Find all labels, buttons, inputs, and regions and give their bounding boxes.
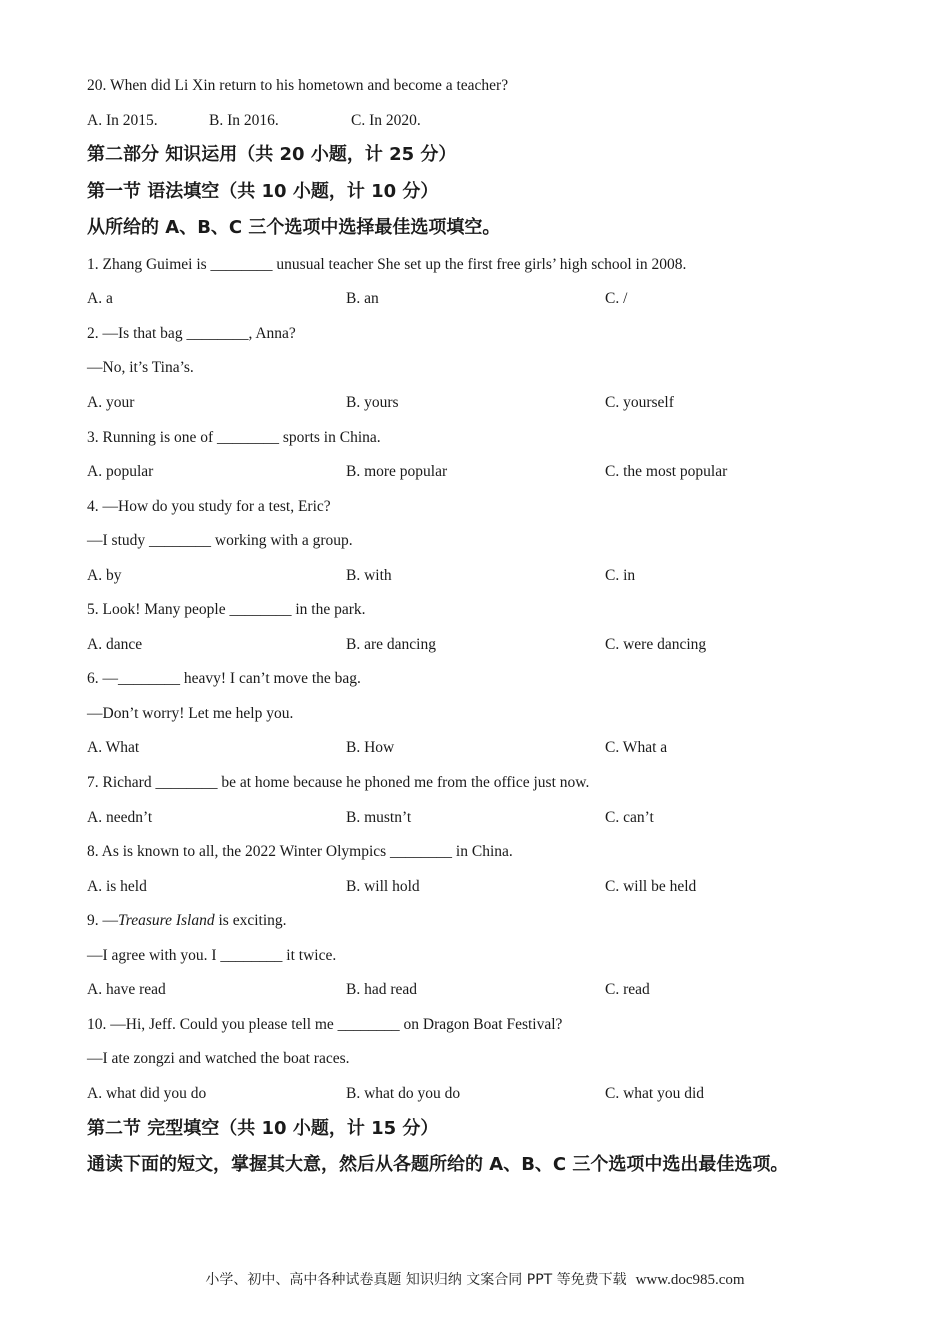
question-20-option-b: B. In 2016.: [209, 112, 279, 129]
question-5-option-b: B. are dancing: [346, 636, 436, 653]
question-8-stem: 8. As is known to all, the 2022 Winter Olympics ________ in China.: [87, 843, 513, 860]
question-10-stem: 10. —Hi, Jeff. Could you please tell me ________ on Dragon Boat Festival?: [87, 1016, 563, 1033]
question-20-option-c: C. In 2020.: [351, 112, 421, 129]
question-9-option-a: A. have read: [87, 981, 166, 998]
question-10-option-b: B. what do you do: [346, 1085, 461, 1102]
question-6-option-c: C. What a: [605, 739, 668, 756]
question-6-reply: —Don’t worry! Let me help you.: [87, 705, 294, 722]
question-5-option-c: C. were dancing: [605, 636, 707, 653]
question-20-option-a: A. In 2015.: [87, 112, 158, 129]
question-2-stem: 2. —Is that bag ________, Anna?: [87, 325, 296, 342]
question-10-reply: —I ate zongzi and watched the boat races.: [87, 1050, 350, 1067]
question-7-option-a: A. needn’t: [87, 809, 153, 826]
question-3-option-b: B. more popular: [346, 463, 448, 480]
section-1-title: 第一节 语法填空（共 10 小题，计 10 分）: [87, 181, 439, 202]
footer-url[interactable]: www.doc985.com: [635, 1272, 745, 1288]
question-2-option-b: B. yours: [346, 394, 399, 411]
question-1-option-c: C. /: [605, 290, 628, 307]
question-4-option-c: C. in: [605, 567, 636, 584]
question-4-option-a: A. by: [87, 567, 122, 584]
question-20-stem: 20. When did Li Xin return to his hometown and become a teacher?: [87, 77, 509, 94]
question-8-option-c: C. will be held: [605, 878, 697, 895]
question-7-stem: 7. Richard ________ be at home because he phoned me from the office just now.: [87, 774, 590, 791]
question-10-option-c: C. what you did: [605, 1085, 705, 1102]
question-2-option-a: A. your: [87, 394, 135, 411]
question-9-option-b: B. had read: [346, 981, 418, 998]
section-2-title: 第二节 完型填空（共 10 小题，计 15 分）: [87, 1118, 439, 1139]
question-2-reply: —No, it’s Tina’s.: [87, 359, 194, 376]
question-5-stem: 5. Look! Many people ________ in the park.: [87, 601, 366, 618]
question-9-reply: —I agree with you. I ________ it twice.: [87, 947, 337, 964]
question-9-stem-prefix: 9. —: [87, 912, 118, 929]
question-4-reply: —I study ________ working with a group.: [87, 532, 353, 549]
question-9-book-title: Treasure Island: [118, 912, 215, 929]
question-1-option-b: B. an: [346, 290, 379, 307]
question-7-option-c: C. can’t: [605, 809, 654, 826]
question-3-stem: 3. Running is one of ________ sports in China.: [87, 429, 381, 446]
question-9-option-c: C. read: [605, 981, 650, 998]
question-8-option-a: A. is held: [87, 878, 147, 895]
question-6-option-b: B. How: [346, 739, 395, 756]
question-5-option-a: A. dance: [87, 636, 143, 653]
question-7-option-b: B. mustn’t: [346, 809, 412, 826]
question-3-option-a: A. popular: [87, 463, 154, 480]
part-2-title: 第二部分 知识运用（共 20 小题，计 25 分）: [87, 144, 457, 165]
question-8-option-b: B. will hold: [346, 878, 420, 895]
question-9-stem: [87, 911, 287, 931]
question-1-stem: 1. Zhang Guimei is ________ unusual teacher She set up the first free girls’ high school in 2008.: [87, 256, 687, 273]
question-6-option-a: A. What: [87, 739, 140, 756]
footer-text: 小学、初中、高中各种试卷真题 知识归纳 文案合同 PPT 等免费下载: [205, 1272, 627, 1288]
question-4-stem: 4. —How do you study for a test, Eric?: [87, 498, 331, 515]
page-footer: [0, 1270, 950, 1290]
question-9-stem-suffix: is exciting.: [214, 912, 287, 929]
question-4-option-b: B. with: [346, 567, 392, 584]
question-3-option-c: C. the most popular: [605, 463, 728, 480]
question-6-stem: 6. —________ heavy! I can’t move the bag.: [87, 670, 361, 687]
section-2-instruction: 通读下面的短文，掌握其大意，然后从各题所给的 A、B、C 三个选项中选出最佳选项。: [87, 1154, 789, 1175]
question-2-option-c: C. yourself: [605, 394, 674, 411]
question-10-option-a: A. what did you do: [87, 1085, 207, 1102]
section-1-instruction: 从所给的 A、B、C 三个选项中选择最佳选项填空。: [87, 217, 501, 238]
question-1-option-a: A. a: [87, 290, 113, 307]
